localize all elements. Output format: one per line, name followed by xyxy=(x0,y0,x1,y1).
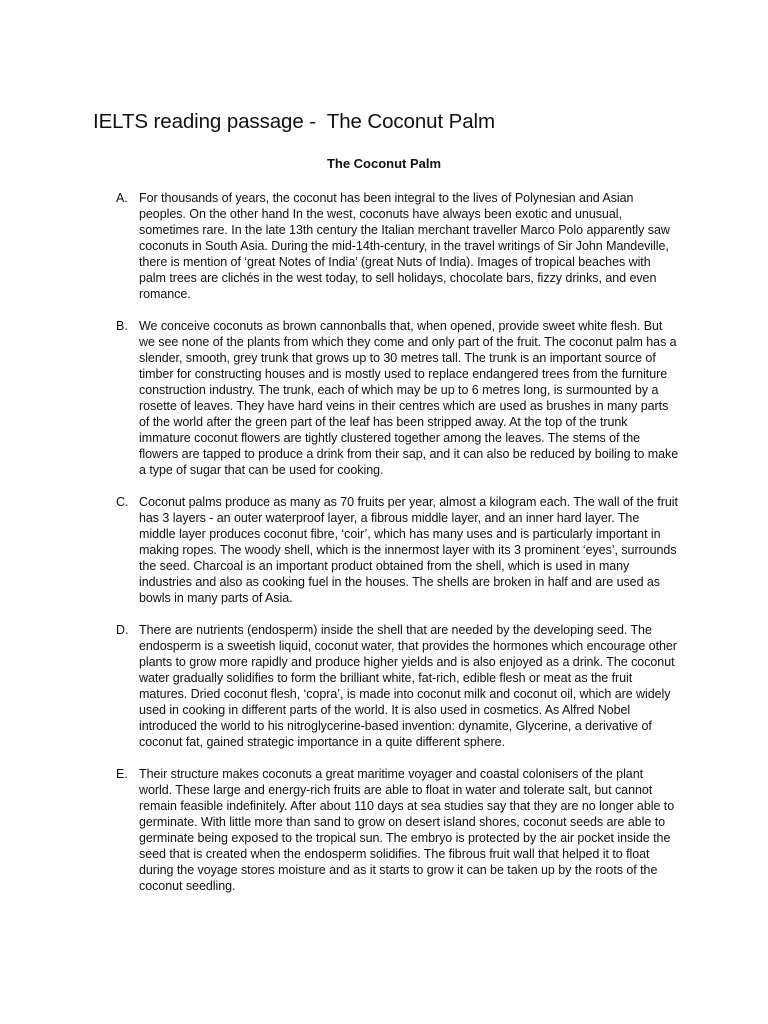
paragraph-list xyxy=(0,190,768,910)
passage-title: The Coconut Palm xyxy=(326,156,442,171)
paragraph-letter: E. xyxy=(116,767,128,781)
paragraph-text: For thousands of years, the coconut has been integral to the lives of Polynesian and Asian peoples. On the other hand In the west, coconuts have always been exotic and unusual, sometimes rare. In the late 13th century the Italian merchant traveller Marco Polo apparently saw coconuts in South Asia. During the mid-14th-century, in the travel writings of Sir John Mandeville, there is mention of ‘great Notes of India’ (great Nuts of India). Images of tropical beaches with palm trees are clichés in the west today, to sell holidays, chocolate bars, fizzy drinks, and even romance. xyxy=(139,191,670,301)
paragraph-a xyxy=(0,190,768,302)
paragraph-b xyxy=(0,318,768,478)
paragraph-letter: B. xyxy=(116,319,128,333)
paragraph-text: Their structure makes coconuts a great maritime voyager and coastal colonisers of the plant world. These large and energy-rich fruits are able to float in water and tolerate salt, but cannot remain feasible indefinitely. After about 110 days at sea studies say that they are no longer able to germinate. With little more than sand to grow on desert island shores, coconut seeds are able to germinate being exposed to the tropical sun. The embryo is protected by the air pocket inside the seed that is created when the endosperm solidifies. The fibrous fruit wall that helped it to float during the voyage stores moisture and as it starts to grow it can be taken up by the roots of the coconut seedling. xyxy=(139,767,675,893)
paragraph-text: We conceive coconuts as brown cannonballs that, when opened, provide sweet white flesh. But we see none of the plants from which they come and only part of the fruit. The coconut palm has a slender, smooth, grey trunk that grows up to 30 metres tall. The trunk is an important source of timber for constructing houses and is mostly used to replace endangered trees from the furniture construction industry. The trunk, each of which may be up to 6 metres long, is surmounted by a rosette of leaves. They have hard veins in their centres which are used as brushes in many parts of the world after the green part of the leaf has been stripped away. At the top of the trunk immature coconut flowers are tightly clustered together among the leaves. The stems of the flowers are tapped to produce a drink from their sap, and it can also be reduced by boiling to make a type of sugar that can be used for cooking. xyxy=(139,319,679,477)
document-title: IELTS reading passage - The Coconut Palm xyxy=(93,110,495,133)
paragraph-letter: D. xyxy=(116,623,129,637)
paragraph-text: There are nutrients (endosperm) inside the shell that are needed by the developing seed. The endosperm is a sweetish liquid, coconut water, that provides the hormones which encourage other plants to grow more rapidly and produce higher yields and is also enjoyed as a drink. The coconut water gradually solidifies to form the brilliant white, fat-rich, edible flesh or meat as the fruit matures. Dried coconut flesh, ‘copra’, is made into coconut milk and coconut oil, which are widely used in cooking in different parts of the world. It is also used in cosmetics. As Alfred Nobel introduced the world to his nitroglycerine-based invention: dynamite, Glycerine, a derivative of coconut fat, gained strategic importance in a quite different sphere. xyxy=(139,623,677,749)
paragraph-letter: A. xyxy=(116,191,128,205)
paragraph-e xyxy=(0,766,768,894)
paragraph-letter: C. xyxy=(116,495,129,509)
paragraph-text: Coconut palms produce as many as 70 fruits per year, almost a kilogram each. The wall of the fruit has 3 layers - an outer waterproof layer, a fibrous middle layer, and an inner hard layer. The middle layer produces coconut fibre, ‘coir’, which has many uses and is particularly important in making ropes. The woody shell, which is the innermost layer with its 3 prominent ‘eyes’, surrounds the seed. Charcoal is an important product obtained from the shell, which is used in many industries and also as cooking fuel in the houses. The shells are broken in half and are used as bowls in many parts of Asia. xyxy=(139,495,678,605)
paragraph-d xyxy=(0,622,768,750)
paragraph-c xyxy=(0,494,768,606)
